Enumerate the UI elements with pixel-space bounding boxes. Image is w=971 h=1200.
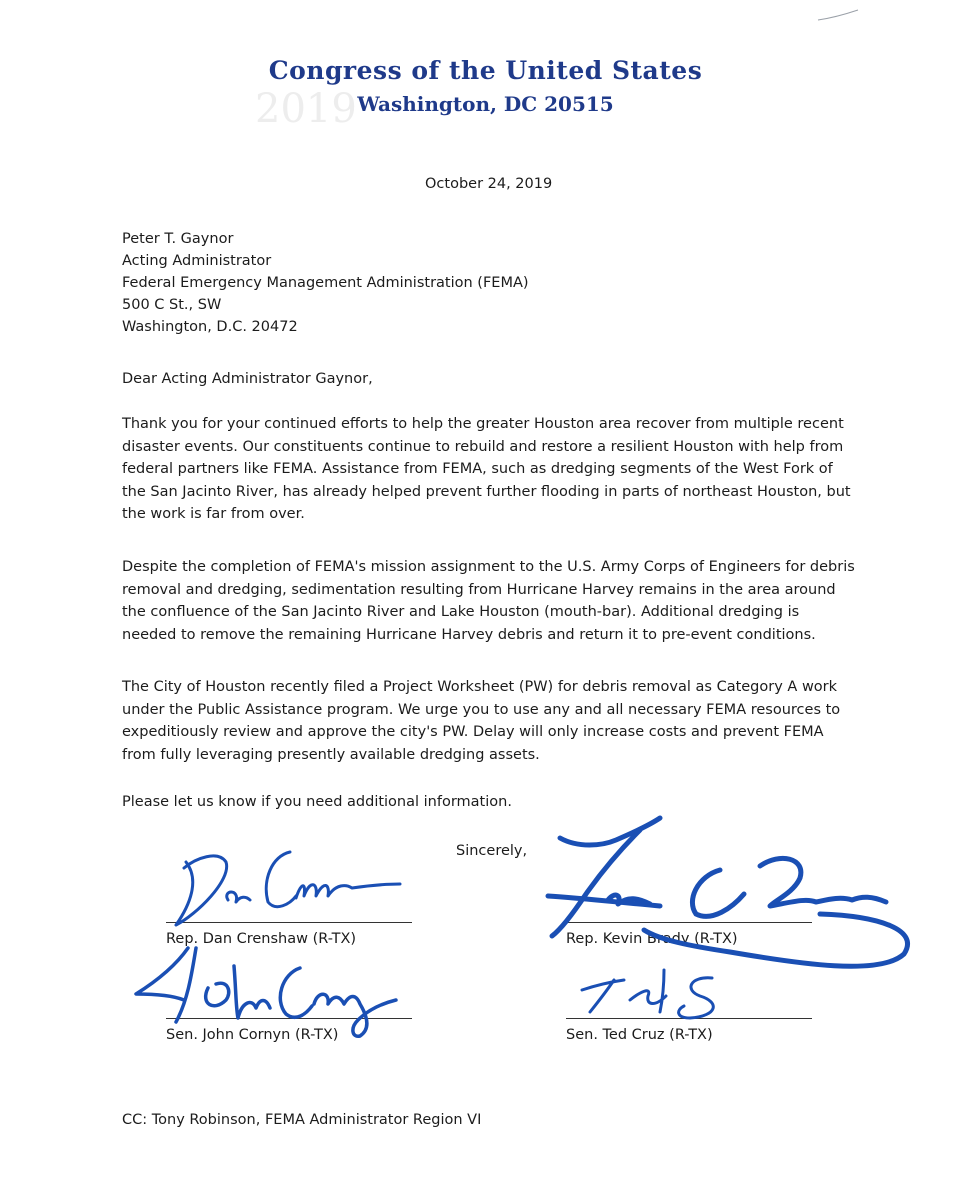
signature-cornyn [136,948,396,1036]
letter-date: October 24, 2019 [425,176,553,192]
recipient-name: Peter T. Gaynor [122,231,234,247]
faint-bleed-through-mark: 2019 [255,86,357,132]
salutation: Dear Acting Administrator Gaynor, [122,371,373,387]
signature-line [566,922,812,923]
signatory-cornyn: Sen. John Cornyn (R-TX) [166,1027,339,1043]
body-paragraph: Please let us know if you need additional information. [122,794,512,810]
recipient-agency: Federal Emergency Management Administration (FEMA) [122,275,529,291]
closing: Sincerely, [456,843,528,859]
recipient-title: Acting Administrator [122,253,272,269]
signature-crenshaw [176,852,400,925]
signature-line [166,922,412,923]
cc-line: CC: Tony Robinson, FEMA Administrator Region VI [122,1112,482,1128]
letterhead-title: Congress of the United States [268,56,703,85]
signature-line [566,1018,812,1019]
signature-line [166,1018,412,1019]
signatory-brady: Rep. Kevin Brady (R-TX) [566,931,738,947]
signatory-cruz: Sen. Ted Cruz (R-TX) [566,1027,713,1043]
letterhead-subtitle: Washington, DC 20515 [357,92,614,116]
signatory-crenshaw: Rep. Dan Crenshaw (R-TX) [166,931,357,947]
body-paragraph: Thank you for your continued efforts to help the greater Houston area recover from multiple recent disaster events. Our constituents continue to rebuild and restore a resilient Houston with help from federal partners like FEMA. Assistance from FEMA, such as dredging segments of the West Fork of the San Jacinto River, has already helped prevent further flooding in parts of northeast Houston, but the work is far from over. [122,416,851,522]
recipient-street: 500 C St., SW [122,297,222,313]
pencil-mark [818,10,858,20]
body-paragraph: The City of Houston recently filed a Project Worksheet (PW) for debris removal as Category A work under the Public Assistance program. We urge you to use any and all necessary FEMA resources to expeditiously review and approve the city's PW. Delay will only increase costs and prevent FEMA from fully leveraging presently available dredging assets. [122,679,841,763]
recipient-address [122,228,529,338]
recipient-city: Washington, D.C. 20472 [122,319,298,335]
body-paragraph: Despite the completion of FEMA's mission assignment to the U.S. Army Corps of Engineers for debris removal and dredging, sedimentation resulting from Hurricane Harvey remains in the area around the confluence of the San Jacinto River and Lake Houston (mouth-bar). Additional dredging is needed to remove the remaining Hurricane Harvey debris and return it to pre-event conditions. [122,559,855,643]
signature-cruz [582,970,713,1018]
